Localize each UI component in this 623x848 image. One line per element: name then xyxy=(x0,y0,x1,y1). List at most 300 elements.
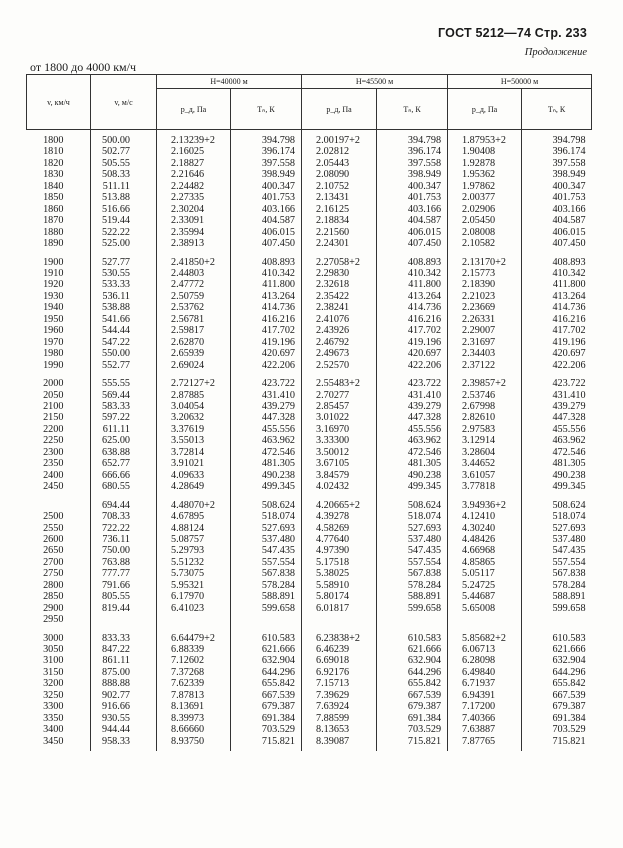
col-header-p2: p_д, Па xyxy=(302,89,377,130)
table-value: 2.59817 xyxy=(171,325,205,337)
table-value: 1850 xyxy=(43,192,64,204)
table-value: 7.37268 xyxy=(171,666,205,678)
table-value: 394.798 xyxy=(407,135,442,146)
table-value: 411.800 xyxy=(408,279,442,291)
table-value: 4.30240 xyxy=(462,522,496,534)
table-value: 667.539 xyxy=(261,689,296,701)
col-header-v-ms: v, м/с xyxy=(91,75,157,130)
table-value: 547.435 xyxy=(552,545,586,557)
table-value: 417.702 xyxy=(407,325,442,337)
table-value: 2.87885 xyxy=(171,389,205,401)
table-value: 404.587 xyxy=(407,215,442,227)
table-value: 2.67998 xyxy=(462,400,496,412)
table-value: 439.279 xyxy=(552,400,586,412)
table-value: 763.88 xyxy=(101,556,130,568)
table-value: 1.90408 xyxy=(462,146,496,158)
cell-v-kmh xyxy=(27,493,91,626)
table-value: 2.02812 xyxy=(316,146,350,158)
table-value: 3.37619 xyxy=(171,423,205,435)
cell-p1 xyxy=(157,371,231,493)
table-value: 6.88339 xyxy=(171,644,205,656)
table-value: 578.284 xyxy=(552,579,586,591)
table-value: 419.196 xyxy=(261,336,296,348)
table-value: 518.074 xyxy=(407,511,442,523)
table-value: 472.546 xyxy=(407,446,442,458)
table-value: 420.697 xyxy=(552,348,586,360)
table-value: 3.50012 xyxy=(316,446,350,458)
table-value: 2.15773 xyxy=(462,267,496,279)
table-value: 447.328 xyxy=(261,412,296,424)
table-value: 431.410 xyxy=(261,389,296,401)
table-value: 2.29830 xyxy=(316,267,350,279)
cell-t2 xyxy=(377,626,448,752)
table-value: 536.11 xyxy=(102,290,130,302)
table-value: 2.72127+2 xyxy=(171,378,215,390)
table-value: 610.583 xyxy=(407,632,442,644)
table-value: 2400 xyxy=(43,469,64,481)
table-value: 2550 xyxy=(43,522,64,534)
table-value: 691.384 xyxy=(552,712,586,724)
table-value: 411.800 xyxy=(262,279,296,291)
table-value: 4.67895 xyxy=(171,511,205,523)
table-value xyxy=(27,500,81,511)
table-value: 419.196 xyxy=(552,336,586,348)
table-value: 621.666 xyxy=(407,644,442,656)
table-value: 2.53762 xyxy=(171,302,205,314)
table-value: 406.015 xyxy=(407,226,442,238)
table-value: 8.39087 xyxy=(316,735,350,747)
table-value: 679.387 xyxy=(261,701,296,713)
table-value: 499.345 xyxy=(552,481,586,493)
table-value: 4.28649 xyxy=(171,481,205,493)
table-value: 3.72814 xyxy=(171,446,205,458)
table-value: 508.33 xyxy=(101,169,130,181)
table-value: 416.216 xyxy=(552,313,586,325)
table-value: 3300 xyxy=(43,701,64,713)
table-value: 679.387 xyxy=(407,701,442,713)
table-value: 397.558 xyxy=(552,157,586,169)
table-value: 423.722 xyxy=(552,378,586,390)
table-value: 4.48426 xyxy=(462,533,496,545)
table-value: 2750 xyxy=(43,568,64,580)
table-value: 6.94391 xyxy=(462,689,496,701)
table-value: 3.67105 xyxy=(316,458,350,470)
table-value: 413.264 xyxy=(552,290,586,302)
table-value: 455.556 xyxy=(552,423,586,435)
table-value: 599.658 xyxy=(552,602,586,614)
table-value: 819.44 xyxy=(101,602,130,614)
cell-p2 xyxy=(302,626,377,752)
table-value: 1930 xyxy=(43,290,64,302)
cell-t1 xyxy=(231,493,302,626)
cell-v-ms xyxy=(91,250,157,372)
table-value: 397.558 xyxy=(407,157,442,169)
table-value: 644.296 xyxy=(407,666,442,678)
table-value: 537.480 xyxy=(552,533,586,545)
table-value: 5.44687 xyxy=(462,591,496,603)
table-value: 2.39857+2 xyxy=(462,378,506,390)
cell-v-kmh xyxy=(27,250,91,372)
table-value: 481.305 xyxy=(552,458,586,470)
table-value: 419.196 xyxy=(407,336,442,348)
table-value: 667.539 xyxy=(552,689,586,701)
table-value: 578.284 xyxy=(407,579,442,591)
table-value: 5.85682+2 xyxy=(462,632,506,644)
table-value: 2950 xyxy=(43,614,64,626)
table-value: 2.05443 xyxy=(316,157,350,169)
table-value: 652.77 xyxy=(101,458,130,470)
table-value: 4.02432 xyxy=(316,481,350,493)
table-value: 610.583 xyxy=(261,632,296,644)
table-value: 715.821 xyxy=(552,735,586,747)
table-value: 408.893 xyxy=(552,256,586,268)
table-value: 423.722 xyxy=(407,378,442,390)
table-value: 1970 xyxy=(43,336,64,348)
table-value: 547.22 xyxy=(101,336,130,348)
table-value: 2450 xyxy=(43,481,64,493)
table-value: 3.61057 xyxy=(462,469,496,481)
table-row-group xyxy=(27,130,592,250)
table-value: 394.798 xyxy=(261,135,296,146)
table-value: 1910 xyxy=(43,267,64,279)
table-value: 508.624 xyxy=(407,499,442,511)
table-value: 1920 xyxy=(43,279,64,291)
table-value: 417.702 xyxy=(552,325,586,337)
table-value: 406.015 xyxy=(261,226,296,238)
table-value: 5.17518 xyxy=(316,556,350,568)
table-value: 7.12602 xyxy=(171,655,205,667)
table-value: 6.17970 xyxy=(171,591,205,603)
table-value: 6.41023 xyxy=(171,602,205,614)
cell-t3 xyxy=(522,250,592,372)
cell-p2 xyxy=(302,371,377,493)
table-value: 1900 xyxy=(43,256,64,268)
table-value: 3.20632 xyxy=(171,412,205,424)
table-value: 2.33091 xyxy=(171,215,205,227)
page-header: ГОСТ 5212—74 Стр. 233 xyxy=(438,26,587,40)
cell-t2 xyxy=(377,371,448,493)
table-value: 2800 xyxy=(43,579,64,591)
table-value: 3450 xyxy=(43,735,64,747)
cell-p3 xyxy=(448,250,522,372)
table-value: 902.77 xyxy=(101,689,130,701)
table-value: 2.27335 xyxy=(171,192,205,204)
table-value: 4.88124 xyxy=(171,522,205,534)
table-value: 401.753 xyxy=(407,192,442,204)
table-value: 519.44 xyxy=(101,215,130,227)
table-value: 5.24725 xyxy=(462,579,496,591)
table-value: 750.00 xyxy=(101,545,130,557)
table-value: 2.24482 xyxy=(171,180,205,192)
table-value: 1810 xyxy=(43,146,64,158)
col-header-t2: Tₙ, К xyxy=(377,89,448,130)
table-value: 406.015 xyxy=(552,226,586,238)
cell-t3 xyxy=(522,371,592,493)
table-value: 4.12410 xyxy=(462,511,496,523)
table-value: 3.04054 xyxy=(171,400,205,412)
table-value: 1.97862 xyxy=(462,180,496,192)
table-value: 3.84579 xyxy=(316,469,350,481)
table-value: 2.56781 xyxy=(171,313,205,325)
table-value: 621.666 xyxy=(261,644,296,656)
table-value: 722.22 xyxy=(101,522,130,534)
cell-p2 xyxy=(302,130,377,250)
table-value: 2.23669 xyxy=(462,302,496,314)
table-value: 3150 xyxy=(43,666,64,678)
table-value: 2.21023 xyxy=(462,290,496,302)
table-value: 2.35994 xyxy=(171,226,205,238)
table-value: 490.238 xyxy=(261,469,296,481)
table-value: 508.624 xyxy=(261,499,296,511)
table-value: 463.962 xyxy=(552,435,586,447)
table-value: 2350 xyxy=(43,458,64,470)
table-value: 400.347 xyxy=(261,180,296,192)
table-value: 400.347 xyxy=(407,180,442,192)
table-value: 655.842 xyxy=(261,678,296,690)
table-value: 4.97390 xyxy=(316,545,350,557)
table-value: 632.904 xyxy=(407,655,442,667)
table-value: 3200 xyxy=(43,678,64,690)
table-value: 7.63924 xyxy=(316,701,350,713)
table-value: 7.40366 xyxy=(462,712,496,724)
table-value: 439.279 xyxy=(407,400,442,412)
table-value: 8.13691 xyxy=(171,701,205,713)
table-value: 4.20665+2 xyxy=(316,499,360,511)
table-value: 527.77 xyxy=(101,256,130,268)
table-value: 1940 xyxy=(43,302,64,314)
table-value: 1860 xyxy=(43,203,64,215)
cell-p3 xyxy=(448,626,522,752)
table-value: 691.384 xyxy=(261,712,296,724)
table-value: 413.264 xyxy=(261,290,296,302)
table-value: 530.55 xyxy=(101,267,130,279)
table-value: 513.88 xyxy=(101,192,130,204)
table-value: 481.305 xyxy=(261,458,296,470)
table-value: 414.736 xyxy=(407,302,442,314)
table-value: 1.95362 xyxy=(462,169,496,181)
table-value: 7.88599 xyxy=(316,712,350,724)
table-value: 3100 xyxy=(43,655,64,667)
table-value: 694.44 xyxy=(101,499,130,511)
table-value: 930.55 xyxy=(101,712,130,724)
table-value: 398.949 xyxy=(407,169,442,181)
table-value: 638.88 xyxy=(101,446,130,458)
table-value: 8.93750 xyxy=(171,735,205,747)
table-value: 403.166 xyxy=(261,203,296,215)
table-value: 2.38241 xyxy=(316,302,350,314)
table-value: 1870 xyxy=(43,215,64,227)
table-value: 5.05117 xyxy=(462,568,495,580)
table-value: 404.587 xyxy=(552,215,586,227)
table-value: 439.279 xyxy=(261,400,296,412)
table-value: 569.44 xyxy=(101,389,130,401)
table-value: 715.821 xyxy=(261,735,296,747)
table-value: 583.33 xyxy=(101,400,130,412)
table-value: 417.702 xyxy=(261,325,296,337)
table-value: 7.63887 xyxy=(462,724,496,736)
table-value: 1960 xyxy=(43,325,64,337)
col-header-v-kmh: v, км/ч xyxy=(27,75,91,130)
table-value: 527.693 xyxy=(552,522,586,534)
table-value: 2250 xyxy=(43,435,64,447)
table-value: 588.891 xyxy=(261,591,296,603)
table-value: 416.216 xyxy=(407,313,442,325)
table-value: 410.342 xyxy=(552,267,586,279)
cell-t3 xyxy=(522,130,592,250)
table-row-group xyxy=(27,371,592,493)
table-value: 5.95321 xyxy=(171,579,205,591)
table-value: 1990 xyxy=(43,359,64,371)
cell-p3 xyxy=(448,130,522,250)
cell-v-kmh xyxy=(27,371,91,493)
table-value: 502.77 xyxy=(101,146,130,158)
table-value: 2.43926 xyxy=(316,325,350,337)
table-value: 5.08757 xyxy=(171,533,205,545)
table-value: 1820 xyxy=(43,157,64,169)
table-value: 2600 xyxy=(43,533,64,545)
table-value: 518.074 xyxy=(552,511,586,523)
table-value: 398.949 xyxy=(261,169,296,181)
table-value: 420.697 xyxy=(261,348,296,360)
table-value: 555.55 xyxy=(101,378,130,390)
atmosphere-table xyxy=(26,74,592,751)
table-value: 516.66 xyxy=(101,203,130,215)
table-value: 3.55013 xyxy=(171,435,205,447)
cell-v-kmh xyxy=(27,130,91,250)
table-value: 2850 xyxy=(43,591,64,603)
table-value: 888.88 xyxy=(101,678,130,690)
cell-t1 xyxy=(231,130,302,250)
table-value: 777.77 xyxy=(101,568,130,580)
table-value: 431.410 xyxy=(552,389,586,401)
col-header-h3: H=50000 м xyxy=(448,75,592,89)
table-value: 703.529 xyxy=(552,724,586,736)
table-value: 6.92176 xyxy=(316,666,350,678)
table-value: 394.798 xyxy=(552,135,586,146)
table-value: 411.800 xyxy=(552,279,586,291)
table-value: 2700 xyxy=(43,556,64,568)
table-value: 610.583 xyxy=(552,632,586,644)
cell-p1 xyxy=(157,250,231,372)
table-value: 2.31697 xyxy=(462,336,496,348)
table-value: 588.891 xyxy=(407,591,442,603)
table-value: 5.51232 xyxy=(171,556,205,568)
cell-t3 xyxy=(522,626,592,752)
table-value: 4.77640 xyxy=(316,533,350,545)
table-value: 599.658 xyxy=(407,602,442,614)
table-value: 420.697 xyxy=(407,348,442,360)
table-value: 1.92878 xyxy=(462,157,496,169)
table-value: 2.18827 xyxy=(171,157,205,169)
table-value: 463.962 xyxy=(407,435,442,447)
table-value: 2.35422 xyxy=(316,290,350,302)
table-value: 708.33 xyxy=(101,511,130,523)
table-value: 2.05450 xyxy=(462,215,496,227)
table-value: 413.264 xyxy=(407,290,442,302)
table-value: 3.16970 xyxy=(316,423,350,435)
table-value: 875.00 xyxy=(101,666,130,678)
table-value: 537.480 xyxy=(407,533,442,545)
table-value: 655.842 xyxy=(407,678,442,690)
table-value: 5.73075 xyxy=(171,568,205,580)
table-value: 1980 xyxy=(43,348,64,360)
table-value: 2.18834 xyxy=(316,215,350,227)
table-value: 2.27058+2 xyxy=(316,256,360,268)
table-value: 8.13653 xyxy=(316,724,350,736)
table-value: 410.342 xyxy=(261,267,296,279)
table-value: 490.238 xyxy=(407,469,442,481)
table-value: 916.66 xyxy=(101,701,130,713)
table-value: 3.28604 xyxy=(462,446,496,458)
table-value: 3250 xyxy=(43,689,64,701)
table-value: 2.13431 xyxy=(316,192,350,204)
table-value: 400.347 xyxy=(552,180,586,192)
table-value: 455.556 xyxy=(261,423,296,435)
table-value: 588.891 xyxy=(552,591,586,603)
table-value: 2650 xyxy=(43,545,64,557)
table-value: 527.693 xyxy=(261,522,296,534)
table-value: 1840 xyxy=(43,180,64,192)
table-value: 2.41850+2 xyxy=(171,256,215,268)
table-value: 499.345 xyxy=(407,481,442,493)
table-value: 3000 xyxy=(43,632,64,644)
table-value: 5.38025 xyxy=(316,568,350,580)
table-value: 6.64479+2 xyxy=(171,632,215,644)
table-value: 2900 xyxy=(43,602,64,614)
table-value: 2.10582 xyxy=(462,238,496,250)
table-value: 611.11 xyxy=(102,423,130,435)
table-value: 396.174 xyxy=(407,146,442,158)
table-value: 2.10752 xyxy=(316,180,350,192)
cell-t1 xyxy=(231,626,302,752)
table-value: 2.21560 xyxy=(316,226,350,238)
table-value: 2.08008 xyxy=(462,226,496,238)
cell-p3 xyxy=(448,493,522,626)
table-value: 5.80174 xyxy=(316,591,350,603)
table-value: 2200 xyxy=(43,423,64,435)
table-value: 703.529 xyxy=(407,724,442,736)
table-value: 511.11 xyxy=(102,180,130,192)
table-value: 7.87765 xyxy=(462,735,496,747)
table-value: 527.693 xyxy=(407,522,442,534)
table-value: 5.29793 xyxy=(171,545,205,557)
table-value: 680.55 xyxy=(101,481,130,493)
table-value: 396.174 xyxy=(261,146,296,158)
table-value: 7.87813 xyxy=(171,689,205,701)
table-value: 2.13170+2 xyxy=(462,256,506,268)
cell-p2 xyxy=(302,493,377,626)
table-value: 6.01817 xyxy=(316,602,350,614)
table-value: 401.753 xyxy=(552,192,586,204)
table-value: 2.62870 xyxy=(171,336,205,348)
table-value: 2.44803 xyxy=(171,267,205,279)
table-value: 557.554 xyxy=(261,556,296,568)
cell-t2 xyxy=(377,130,448,250)
table-value: 541.66 xyxy=(101,313,130,325)
table-value: 2.02906 xyxy=(462,203,496,215)
table-value: 4.58269 xyxy=(316,522,350,534)
table-value: 499.345 xyxy=(261,481,296,493)
table-value: 4.48070+2 xyxy=(171,499,215,511)
table-value: 2.46792 xyxy=(316,336,350,348)
speed-range-label: от 1800 до 4000 км/ч xyxy=(30,60,136,74)
table-value: 3.33300 xyxy=(316,435,350,447)
table-value: 7.39629 xyxy=(316,689,350,701)
table-value: 557.554 xyxy=(407,556,442,568)
table-value: 2.97583 xyxy=(462,423,496,435)
col-header-p3: p_д, Па xyxy=(448,89,522,130)
cell-p1 xyxy=(157,493,231,626)
